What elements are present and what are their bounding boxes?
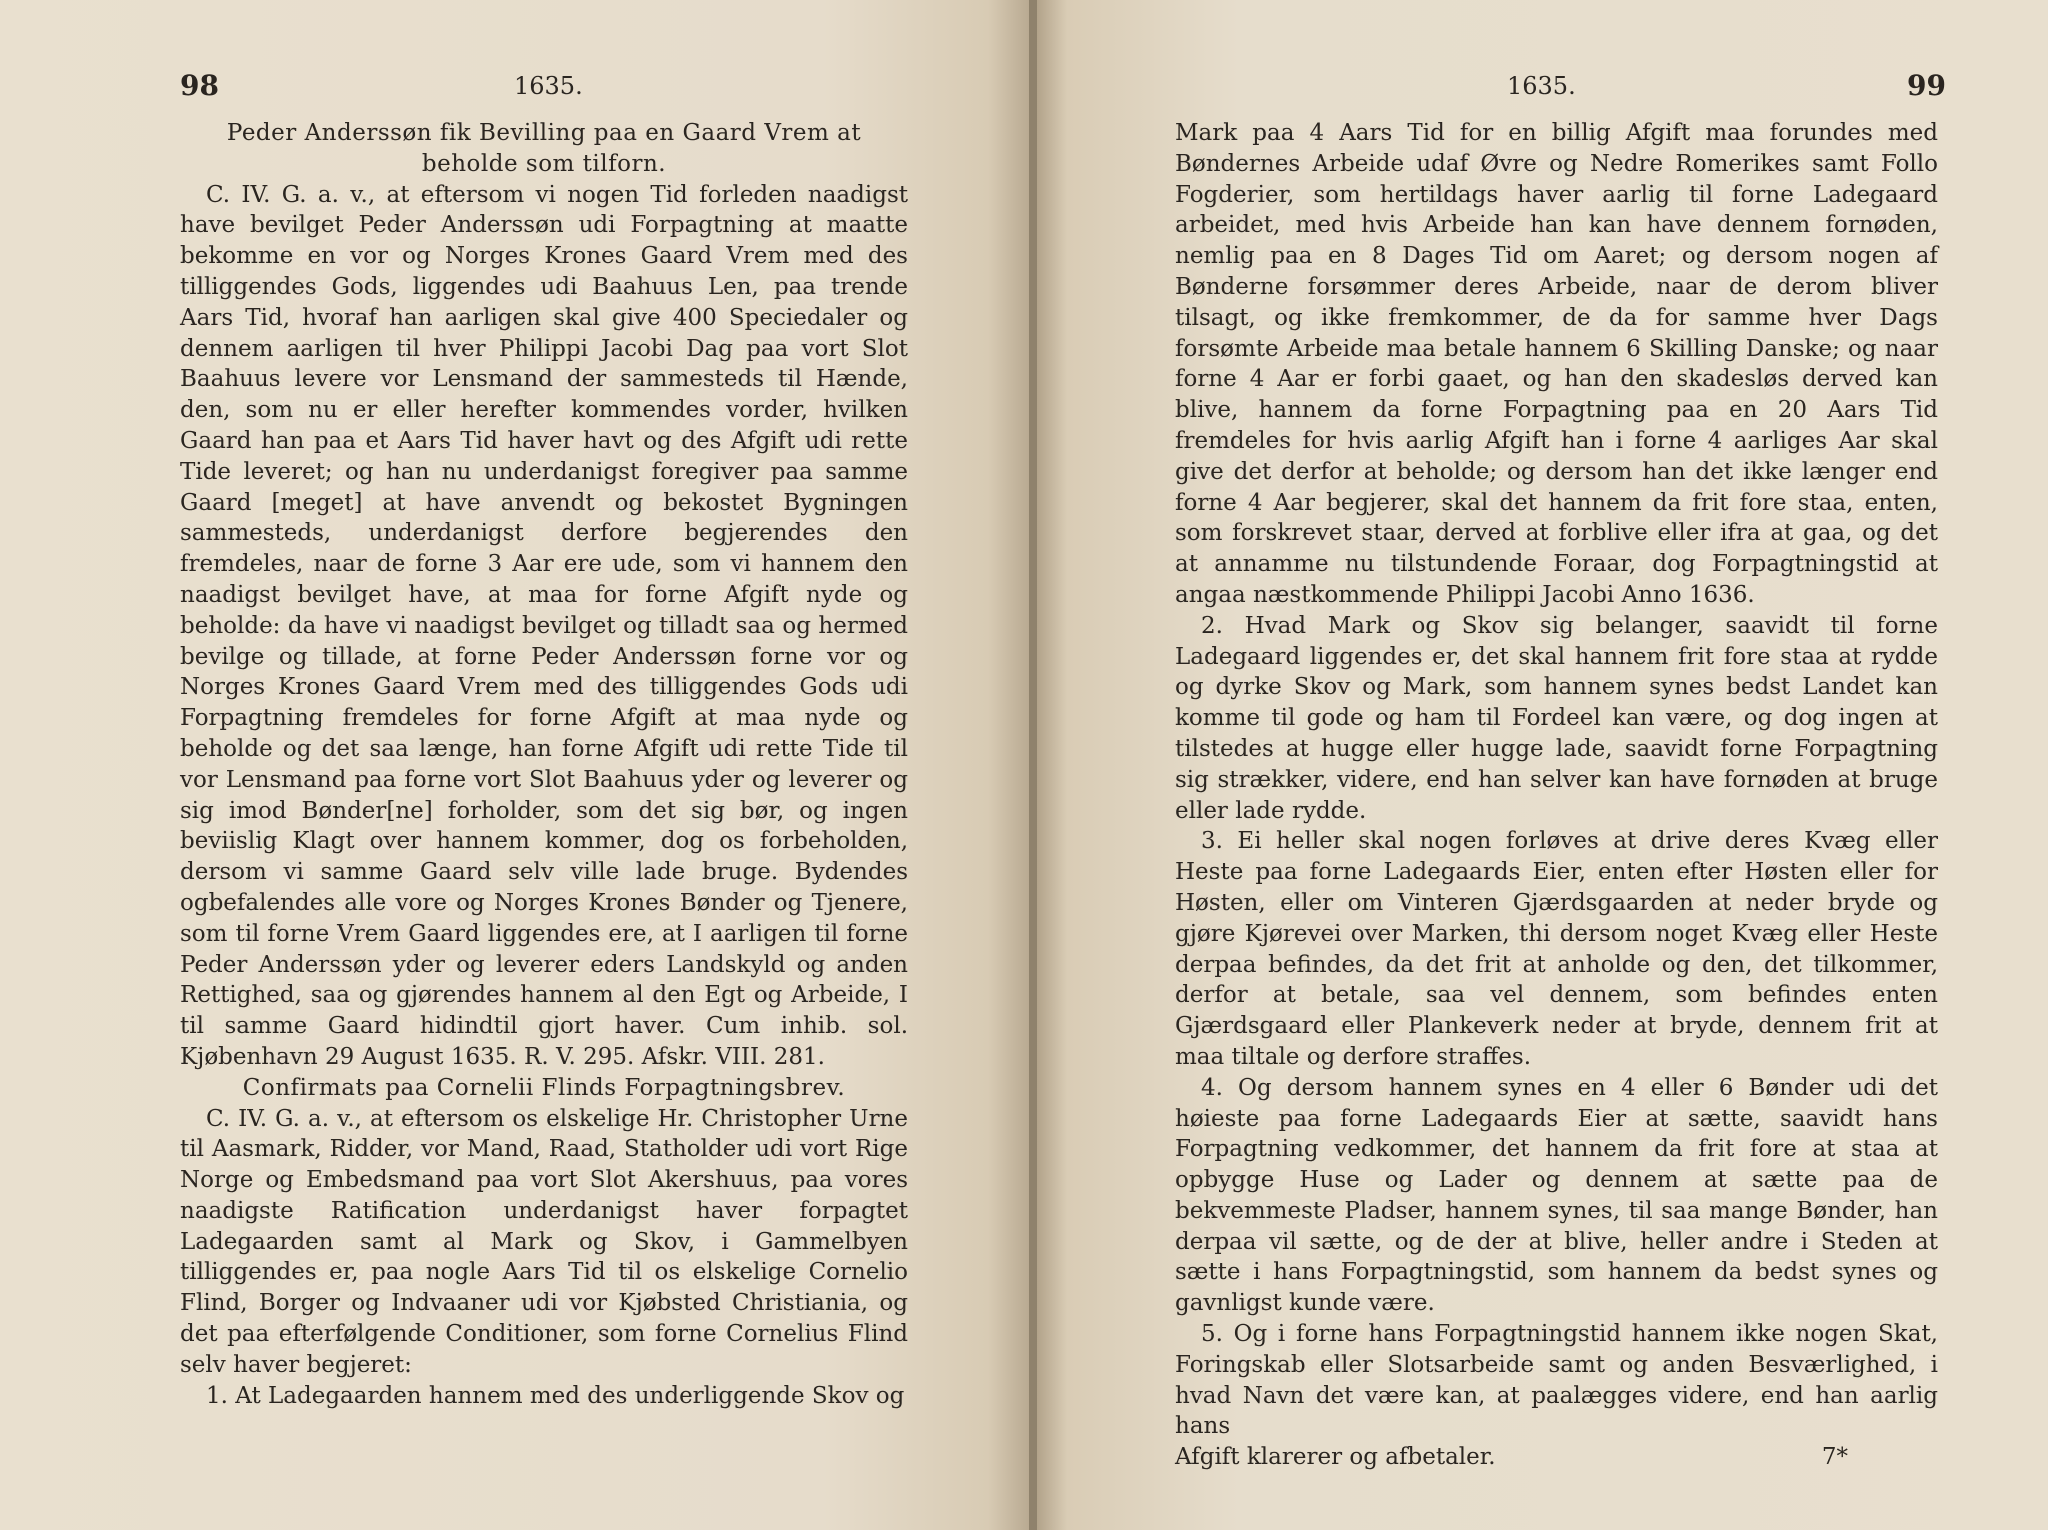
- list-item: 2. Hvad Mark og Skov sig belanger, saavidt til forne Ladegaard liggendes er, det skal hannem frit fore staa at rydde og dyrke Skov og Mark, som hannem synes bedst Landet kan komme til gode og ham til Fordeel kan være, og dog ingen at tilstedes at hugge eller hugge lade, saavidt forne Forpagtning sig strækker, videre, end han selver kan have fornøden at bruge eller lade rydde.: [1175, 612, 1938, 824]
- right-page: [1037, 0, 2048, 1530]
- left-page-body: [180, 118, 908, 1411]
- running-head-left: 1635.: [514, 72, 583, 100]
- book-gutter: [1029, 0, 1037, 1530]
- last-line: [1175, 1442, 1938, 1473]
- entry-heading-2: Confirmats paa Cornelii Flinds Forpagtningsbrev.: [242, 1074, 846, 1101]
- page-number-right: 99: [1907, 69, 1946, 102]
- continued-paragraph: Mark paa 4 Aars Tid for en billig Afgift maa forundes med Bøndernes Arbeide udaf Øvre og Nedre Romerikes samt Follo Fogderier, som hertildags haver aarlig til forne Ladegaard arbeidet, med hvis Arbeide han kan have dennem fornøden, nemlig paa en 8 Dages Tid om Aaret; og dersom nogen af Bønderne forsømmer deres Arbeide, naar de derom bliver tilsagt, og ikke fremkommer, de da for samme hver Dags forsømte Arbeide maa betale hannem 6 Skilling Danske; og naar forne 4 Aar er forbi gaaet, og han den skadesløs derved kan blive, hannem da forne Forpagtning paa en 20 Aars Tid fremdeles for hvis aarlig Afgift han i forne 4 aarliges Aar skal give det derfor at beholde; og dersom han det ikke længer end forne 4 Aar begjerer, skal det hannem da frit fore staa, enten, som forskrevet staar, derved at forblive eller ifra at gaa, og det at annamme nu tilstundende Foraar, dog Forpagtningstid at angaa næstkommende Philippi Jacobi Anno 1636.: [1175, 120, 1938, 608]
- signature-mark: 7*: [1821, 1444, 1848, 1471]
- right-page-body: [1175, 118, 1938, 1473]
- entry-paragraph: C. IV. G. a. v., at eftersom vi nogen Tid forleden naadigst have bevilget Peder Anderssøn udi Forpagtning at maatte bekomme en vor og Norges Krones Gaard Vrem med des tilliggendes Gods, liggendes udi Baahuus Len, paa trende Aars Tid, hvoraf han aarligen skal give 400 Speciedaler og dennem aarligen til hver Philippi Jacobi Dag paa vort Slot Baahuus levere vor Lensmand der sammesteds til Hænde, den, som nu er eller herefter kommendes vorder, hvilken Gaard han paa et Aars Tid haver havt og des Afgift udi rette Tide leveret; og han nu underdanigst foregiver paa samme Gaard [meget] at have anvendt og bekostet Bygningen sammesteds, underdanigst derfore begjerendes den fremdeles, naar de forne 3 Aar ere ude, som vi hannem den naadigst bevilget have, at maa for forne Afgift nyde og beholde: da have vi naadigst bevilget og tilladt saa og hermed bevilge og tillade, at forne Peder Anderssøn forne vor og Norges Krones Gaard Vrem med des tilliggendes Gods udi Forpagtning fremdeles for forne Afgift at maa nyde og beholde og det saa længe, han forne Afgift udi rette Tide til vor Lensmand paa forne vort Slot Baahuus yder og leverer og sig imod Bønder[ne] forholder, som det sig bør, og ingen beviislig Klagt over hannem kommer, dog os forbeholden, dersom vi samme Gaard selv ville lade bruge. Bydendes ogbefalendes alle vore og Norges Krones Bønder og Tjenere, som til forne Vrem Gaard liggendes ere, at I aarligen til forne Peder Anderssøn yder og leverer eders Landskyld og anden Rettighed, saa og gjørendes hannem al den Egt og Arbeide, I til samme Gaard hidindtil gjort haver. Cum inhib. sol. Kjøbenhavn 29 August 1635. R. V. 295. Afskr. VIII. 281.: [180, 181, 908, 1070]
- last-line-text: Afgift klarerer og afbetaler.: [1175, 1444, 1496, 1471]
- list-item: 4. Og dersom hannem synes en 4 eller 6 Bønder udi det høieste paa forne Ladegaards Eier at sætte, saavidt hans Forpagtning vedkommer, det hannem da frit fore at staa at opbygge Huse og Lader og dennem at sætte paa de bekvemmeste Pladser, hannem synes, til saa mange Bønder, han derpaa vil sætte, og de der at blive, heller andre i Steden at sætte i hans Forpagtningstid, som hannem da bedst synes og gavnligst kunde være.: [1175, 1074, 1938, 1317]
- entry-paragraph-2: C. IV. G. a. v., at eftersom os elskelige Hr. Christopher Urne til Aasmark, Ridder, vor Mand, Raad, Statholder udi vort Rige Norge og Embedsmand paa vort Slot Akershuus, paa vores naadigste Ratification underdanigst haver forpagtet Ladegaarden samt al Mark og Skov, i Gammelbyen tilliggendes er, paa nogle Aars Tid til os elskelige Cornelio Flind, Borger og Indvaaner udi vor Kjøbsted Christiania, og det paa efterfølgende Conditioner, som forne Cornelius Flind selv haver begjeret:: [180, 1105, 908, 1378]
- entry-heading: Peder Anderssøn fik Bevilling paa en Gaard Vrem at beholde som tilforn.: [226, 120, 862, 177]
- list-item: 3. Ei heller skal nogen forløves at drive deres Kvæg eller Heste paa forne Ladegaards Eier, enten efter Høsten eller for Høsten, eller om Vinteren Gjærdsgaarden at neder bryde og gjøre Kjørevei over Marken, thi dersom noget Kvæg eller Heste derpaa befindes, da det frit at anholde og den, det tilkommer, derfor at betale, saa vel dennem, som befindes enten Gjærdsgaard eller Plankeverk neder at bryde, dennem frit at maa tiltale og derfore straffes.: [1175, 828, 1938, 1070]
- list-item: 1. At Ladegaarden hannem med des underliggende Skov og: [206, 1382, 905, 1409]
- running-head-right: 1635.: [1507, 72, 1576, 100]
- page-number-left: 98: [180, 69, 219, 102]
- list-item: 5. Og i forne hans Forpagtningstid hannem ikke nogen Skat, Foringskab eller Slotsarbeide samt og anden Besværlighed, i hvad Navn det være kan, at paalægges videre, end han aarlig hans: [1175, 1321, 1938, 1440]
